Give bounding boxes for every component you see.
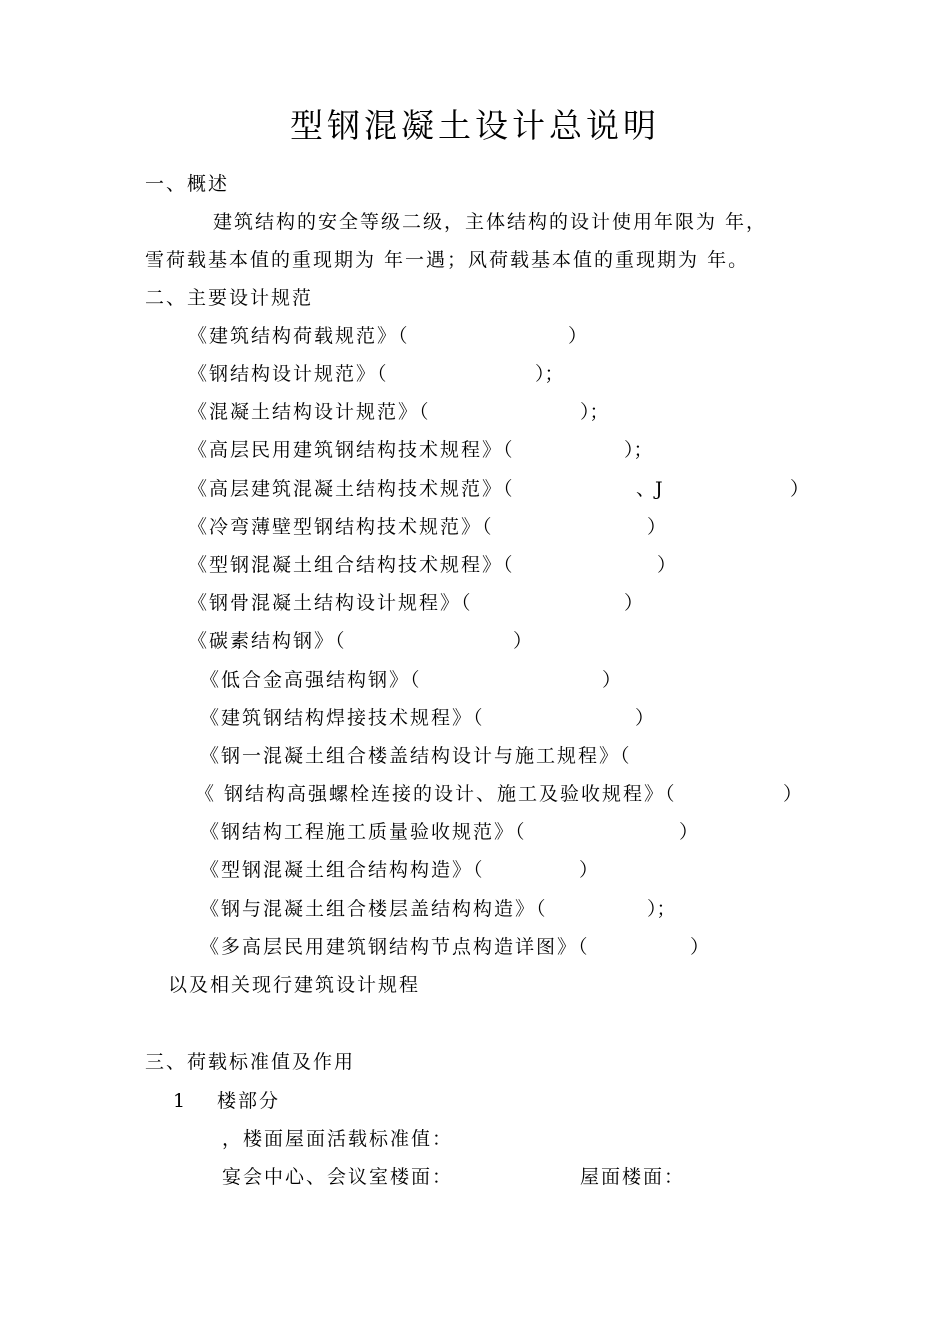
spec-item: 《钢与混凝土组合楼层盖结构构造》（ xyxy=(200,898,548,920)
subsection-number: 1 xyxy=(173,1090,188,1112)
banquet-floor-label: 宴会中心、会议室楼面： xyxy=(222,1166,454,1188)
spec-item-close: ）； xyxy=(647,898,676,920)
spec-item: 《钢一混凝土组合楼盖结构设计与施工规程》（ xyxy=(200,745,632,767)
spec-item: 《 钢结构高强螺栓连接的设计、施工及验收规程》（ xyxy=(195,783,677,805)
spec-item-close: ） xyxy=(790,478,810,500)
spec-item: 《混凝土结构设计规范》（ xyxy=(188,401,431,423)
spec-item-close: ） xyxy=(783,783,803,805)
spec-item: 《型钢混凝土组合结构构造》（ xyxy=(200,859,485,881)
spec-item: 《建筑结构荷载规范》（ xyxy=(188,325,410,347)
spec-item: 《多高层民用建筑钢结构节点构造详图》（ xyxy=(200,936,590,958)
roof-floor-label: 屋面楼面： xyxy=(580,1166,686,1188)
section3-heading: 三、荷载标准值及作用 xyxy=(145,1051,356,1073)
spec-item: 《建筑钢结构焊接技术规程》（ xyxy=(200,707,485,729)
spec-item-close: ） xyxy=(690,936,710,958)
spec-item-close: ） xyxy=(624,592,644,614)
spec-item-close: ） xyxy=(679,821,699,843)
section1-heading: 一、概述 xyxy=(145,173,230,195)
spec-item: 《高层建筑混凝土结构技术规范》（ xyxy=(188,478,515,500)
spec-item: 《高层民用建筑钢结构技术规程》（ xyxy=(188,439,515,461)
spec-item: 《钢结构设计规范》（ xyxy=(188,363,389,385)
section2-heading: 二、主要设计规范 xyxy=(145,287,314,309)
spec-item: 《钢结构工程施工质量验收规范》（ xyxy=(200,821,527,843)
spec-item-close: ） xyxy=(647,516,667,538)
spec-item-close: ） xyxy=(579,859,599,881)
spec-item: 《碳素结构钢》（ xyxy=(188,630,347,652)
spec-item-close: ） xyxy=(635,707,655,729)
live-load-label: ，楼面屋面活载标准值： xyxy=(222,1128,454,1150)
spec-item-mid: 、J xyxy=(636,478,663,500)
spec-item: 《钢骨混凝土结构设计规程》（ xyxy=(188,592,473,614)
section1-para-line1: 建筑结构的安全等级二级，主体结构的设计使用年限为 年， xyxy=(213,211,768,233)
document-title: 型钢混凝土设计总说明 xyxy=(290,106,660,145)
spec-item-close: ）； xyxy=(580,401,609,423)
spec-item-close: ）； xyxy=(624,439,653,461)
subsection-label: 楼部分 xyxy=(217,1090,281,1112)
spec-item: 《低合金高强结构钢》（ xyxy=(200,669,422,691)
spec-item-close: ） xyxy=(657,554,677,576)
spec-item-close: ）； xyxy=(535,363,564,385)
spec-item-close: ） xyxy=(568,325,588,347)
spec-item: 《型钢混凝土组合结构技术规程》（ xyxy=(188,554,515,576)
spec-item-close: ） xyxy=(602,669,622,691)
section1-para-line2: 雪荷载基本值的重现期为 年一遇；风荷载基本值的重现期为 年。 xyxy=(145,249,750,271)
spec-item: 《冷弯薄壁型钢结构技术规范》（ xyxy=(188,516,494,538)
section2-footer: 以及相关现行建筑设计规程 xyxy=(168,974,421,996)
spec-item-close: ） xyxy=(513,630,533,652)
